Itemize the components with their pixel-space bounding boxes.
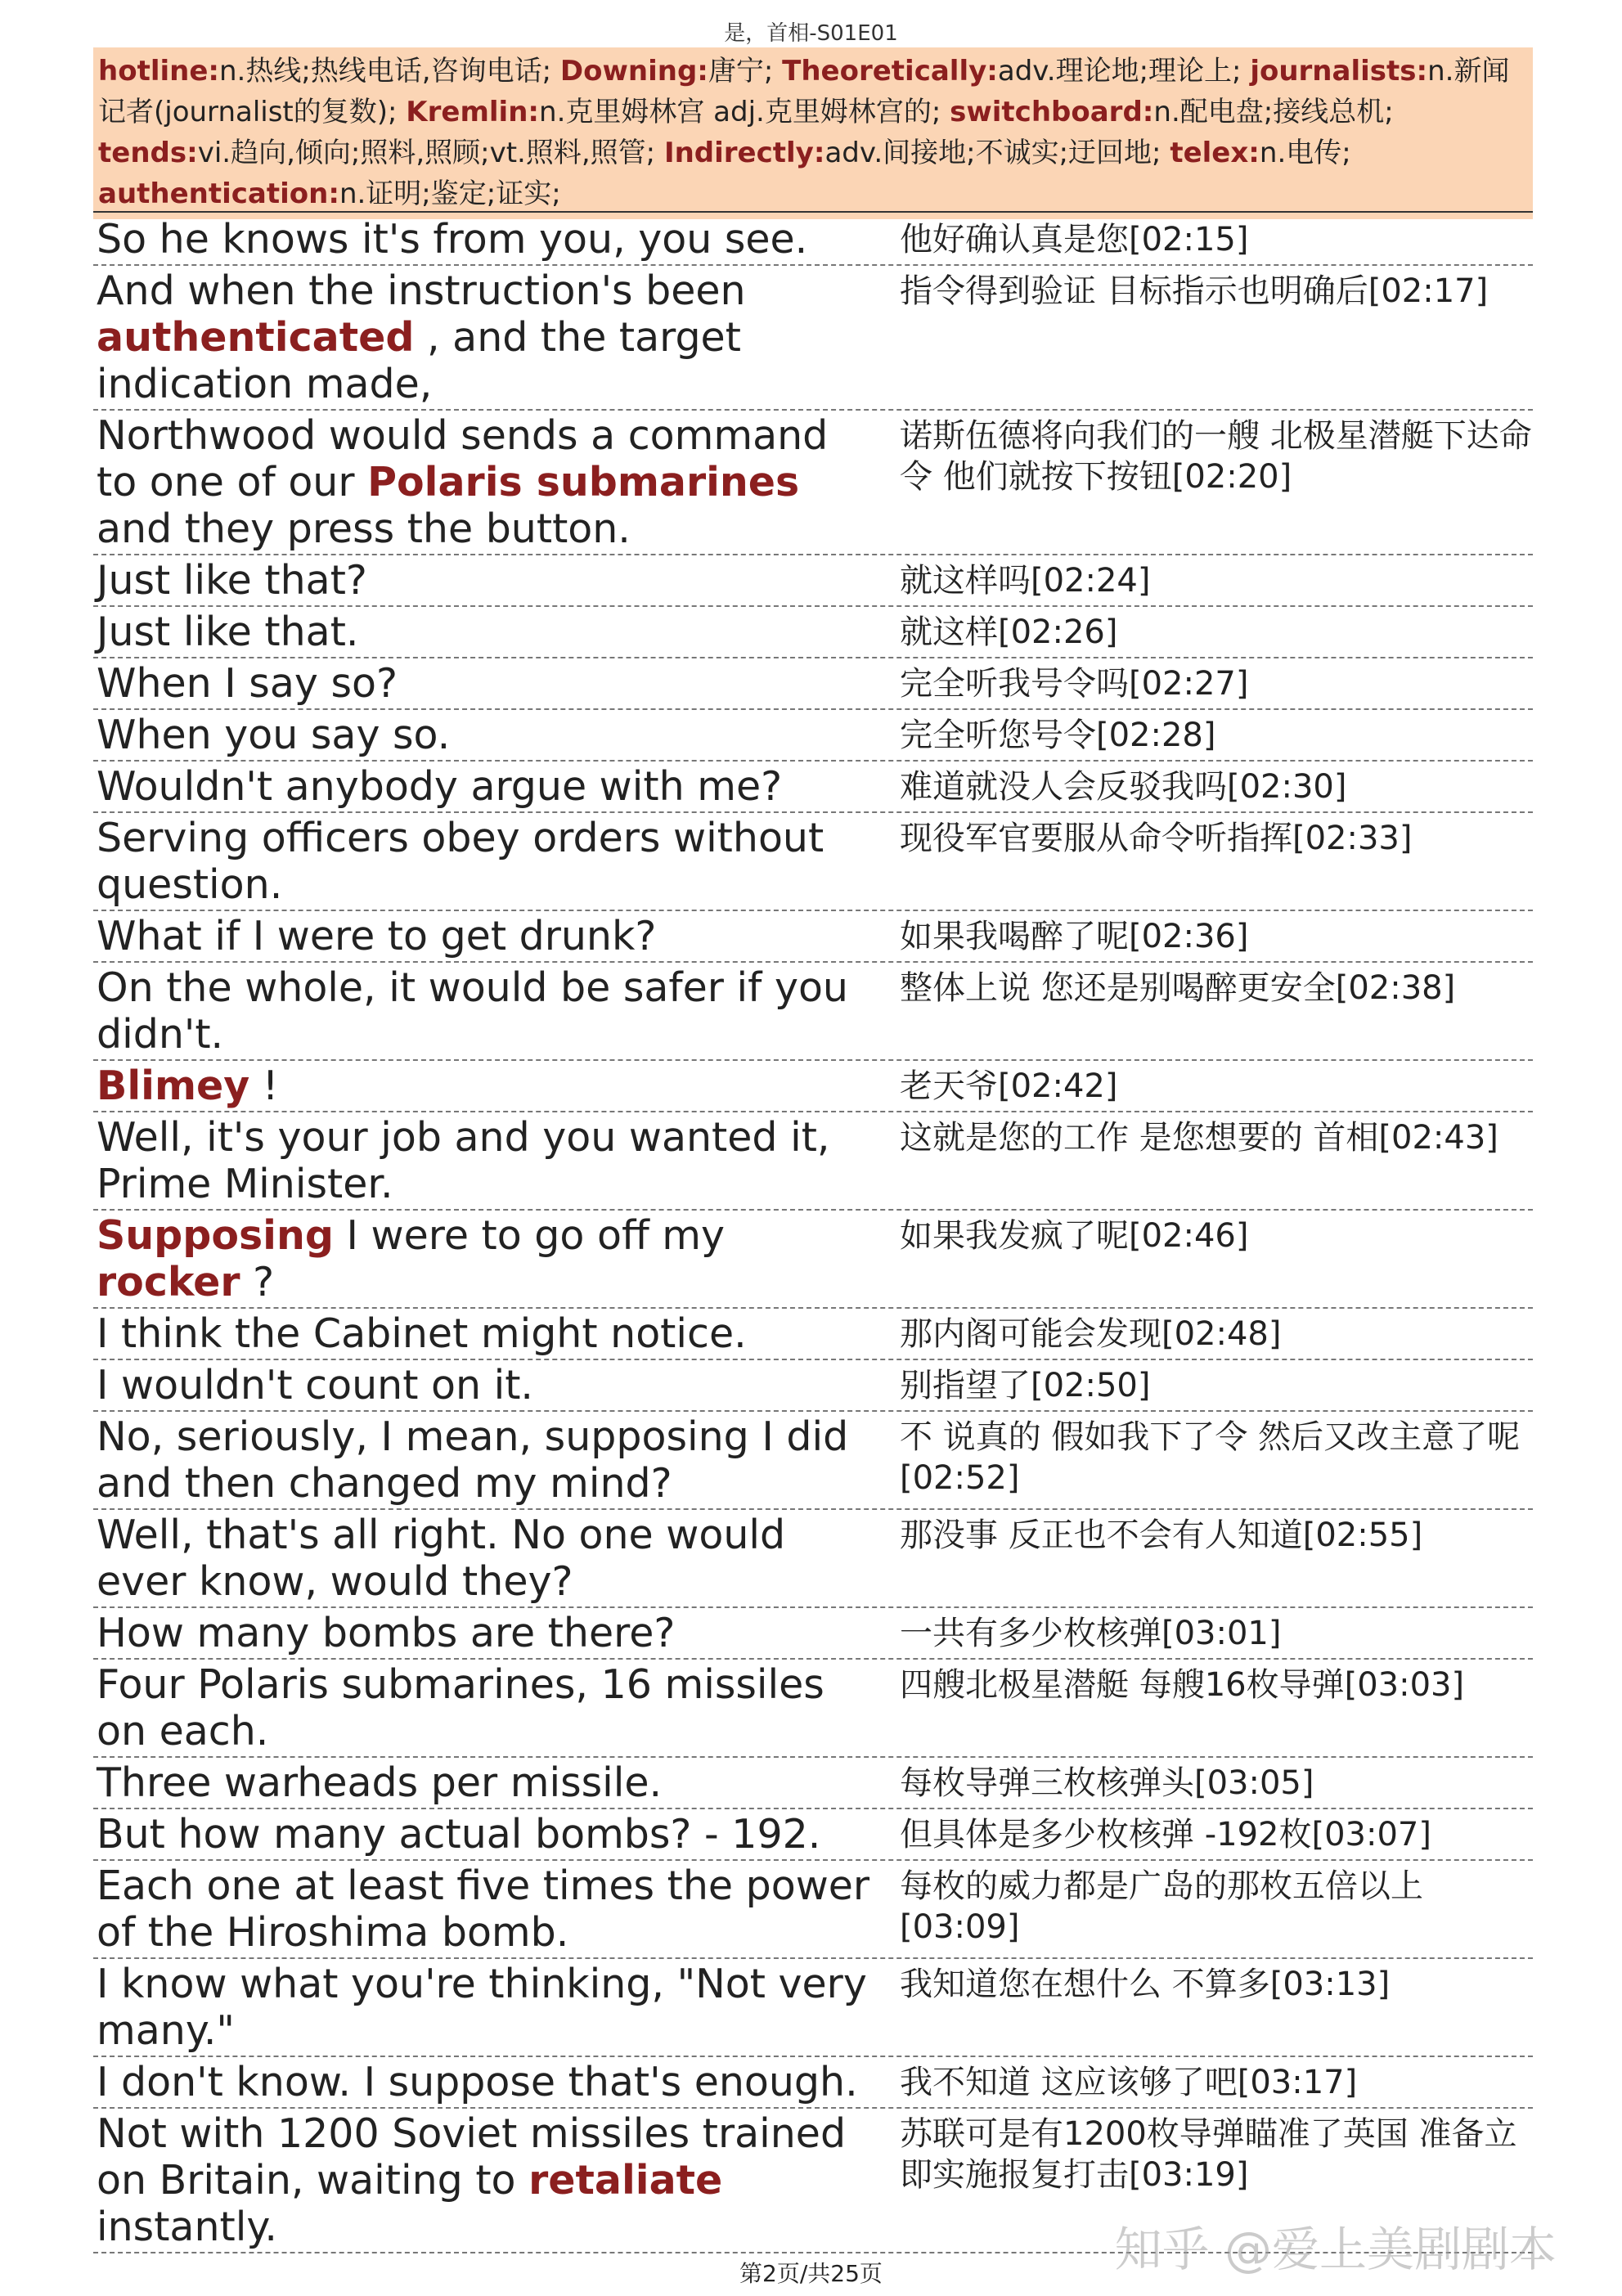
chinese-line: 别指望了[02:50] (900, 1367, 1151, 1404)
chinese-line: 现役军官要服从命令听指挥[02:33] (900, 820, 1413, 857)
vocab-word: Kremlin: (406, 96, 540, 128)
subtitle-row (93, 1861, 1533, 1959)
divider (93, 211, 1533, 213)
vocab-word: authentication: (98, 177, 339, 210)
english-text: Well, it's your job and you wanted it, Prime Minister. (97, 1114, 830, 1207)
english-text: I were to go off my (333, 1212, 726, 1259)
highlighted-word: Blimey (97, 1063, 250, 1109)
chinese-line: 完全听我号令吗[02:27] (900, 665, 1249, 703)
english-line (93, 555, 878, 605)
english-text: ! (249, 1063, 279, 1109)
english-line (93, 1660, 878, 1756)
subtitle-row (93, 710, 1533, 762)
vocab-definition: adv.理论地;理论上; (997, 55, 1251, 88)
subtitle-row (93, 1211, 1533, 1309)
highlighted-word: retaliate (528, 2157, 723, 2204)
subtitle-row (93, 555, 1533, 607)
subtitle-row (93, 1660, 1533, 1758)
chinese-line: 完全听您号令[02:28] (900, 717, 1216, 754)
subtitle-row (93, 1360, 1533, 1412)
chinese-line: 难道就没人会反驳我吗[02:30] (900, 768, 1347, 806)
vocab-word: tends: (98, 137, 198, 169)
subtitle-row (93, 2057, 1533, 2109)
english-text: But how many actual bombs? - 192. (97, 1811, 821, 1858)
subtitle-row (93, 1412, 1533, 1510)
english-text: I wouldn't count on it. (97, 1362, 533, 1409)
english-line (93, 1211, 878, 1307)
highlighted-word: Supposing (97, 1212, 334, 1259)
english-text: What if I were to get drunk? (97, 913, 657, 959)
chinese-line: 就这样[02:26] (900, 613, 1118, 651)
chinese-line: 但具体是多少枚核弹 -192枚[03:07] (900, 1816, 1431, 1853)
subtitle-row (93, 1809, 1533, 1861)
english-text: So he knows it's from you, you see. (97, 216, 808, 263)
chinese-line: 如果我喝醉了呢[02:36] (900, 918, 1249, 955)
english-line (93, 710, 878, 760)
english-line (93, 1309, 878, 1359)
chinese-line: 那没事 反正也不会有人知道[02:55] (900, 1516, 1423, 1554)
english-text: How many bombs are there? (97, 1610, 676, 1656)
chinese-line: 整体上说 您还是别喝醉更安全[02:38] (900, 969, 1456, 1007)
chinese-line: 我不知道 这应该够了吧[03:17] (900, 2064, 1358, 2101)
vocab-definition: 唐宁; (708, 55, 783, 88)
english-line (93, 911, 878, 961)
vocab-word: Indirectly: (663, 137, 825, 169)
highlighted-word: Polaris submarines (367, 459, 800, 505)
subtitle-row (93, 762, 1533, 813)
page-footer: 第2页/共25页 (739, 2260, 883, 2287)
english-line (93, 1608, 878, 1658)
highlighted-word: rocker (97, 1259, 240, 1305)
chinese-line: 苏联可是有1200枚导弹瞄准了英国 准备立即实施报复打击[03:19] (900, 2115, 1517, 2194)
english-line (93, 411, 878, 554)
english-line (93, 1959, 878, 2056)
watermark: 知乎 @爱上美剧剧本 (1114, 2222, 1557, 2277)
english-text: ? (240, 1259, 275, 1305)
english-line (93, 1861, 878, 1957)
vocab-definition: n.克里姆林宫 adj.克里姆林宫的; (539, 96, 950, 128)
english-text: I don't know. I suppose that's enough. (97, 2059, 858, 2105)
english-text: On the whole, it would be safer if you didn't. (97, 964, 848, 1058)
english-text: and they press the button. (97, 505, 631, 552)
english-line (93, 266, 878, 409)
vocab-definition: n.电传; (1259, 137, 1351, 169)
chinese-line: 四艘北极星潜艇 每艘16枚导弹[03:03] (900, 1666, 1465, 1704)
english-text: Wouldn't anybody argue with me? (97, 763, 783, 810)
english-line (93, 1412, 878, 1508)
english-text: No, seriously, I mean, supposing I did and then changed my mind? (97, 1413, 849, 1507)
english-text: When I say so? (97, 660, 398, 707)
subtitle-row (93, 266, 1533, 411)
vocab-word: hotline: (98, 55, 219, 88)
chinese-line: 他好确认真是您[02:15] (900, 221, 1249, 258)
english-text: Just like that? (97, 557, 367, 604)
chinese-line: 每枚导弹三枚核弹头[03:05] (900, 1764, 1314, 1802)
vocab-word: Theoretically: (782, 55, 998, 88)
english-line (93, 2057, 878, 2107)
vocab-definition: n.配电盘;接线总机; (1153, 96, 1394, 128)
english-text: Just like that. (97, 609, 359, 655)
english-text: I think the Cabinet might notice. (97, 1310, 747, 1357)
subtitle-row (93, 411, 1533, 555)
vocab-definition: n.证明;鉴定;证实; (339, 177, 561, 210)
english-line (93, 214, 878, 264)
subtitle-row (93, 1061, 1533, 1112)
english-line (93, 1061, 878, 1111)
subtitle-row (93, 963, 1533, 1061)
chinese-line: 这就是您的工作 是您想要的 首相[02:43] (900, 1119, 1498, 1157)
vocab-definition: n.热线;热线电话,咨询电话; (219, 55, 560, 88)
vocab-word: telex: (1170, 137, 1260, 169)
english-text: Serving officers obey orders without question. (97, 815, 824, 908)
chinese-line: 那内阁可能会发现[02:48] (900, 1315, 1282, 1353)
subtitle-row (93, 1758, 1533, 1809)
chinese-line: 我知道您在想什么 不算多[03:13] (900, 1966, 1391, 2003)
subtitle-row (93, 1309, 1533, 1360)
subtitle-row (93, 911, 1533, 963)
english-text: And when the instruction's been (97, 267, 746, 314)
english-text: Northwood would sends a command to one of our (97, 412, 829, 505)
subtitle-row (93, 607, 1533, 658)
chinese-line: 不 说真的 假如我下了令 然后又改主意了呢[02:52] (900, 1418, 1521, 1497)
vocab-definition: vi.趋向,倾向;照料,照顾;vt.照料,照管; (197, 137, 664, 169)
chinese-line: 诺斯伍德将向我们的一艘 北极星潜艇下达命令 他们就按下按钮[02:20] (900, 417, 1532, 496)
subtitle-row (93, 813, 1533, 911)
vocab-definition: n.新闻记者(journalist的复数); (98, 55, 1510, 128)
english-line (93, 1758, 878, 1808)
subtitle-table (93, 214, 1533, 2253)
english-text: , and the target indication made, (97, 314, 741, 407)
subtitle-row (93, 1510, 1533, 1608)
subtitle-row (93, 1608, 1533, 1660)
chinese-line: 如果我发疯了呢[02:46] (900, 1217, 1249, 1255)
subtitle-row (93, 214, 1533, 266)
english-line (93, 1809, 878, 1859)
english-line (93, 762, 878, 811)
english-line (93, 1112, 878, 1209)
chinese-line: 一共有多少枚核弹[03:01] (900, 1615, 1282, 1652)
english-text: Not with 1200 Soviet missiles trained on Britain, waiting to (97, 2110, 847, 2204)
chinese-line: 就这样吗[02:24] (900, 562, 1151, 600)
english-line (93, 2109, 878, 2252)
english-text: When you say so. (97, 712, 451, 758)
english-line (93, 1510, 878, 1606)
chinese-line: 每枚的威力都是广岛的那枚五倍以上[03:09] (900, 1867, 1423, 1946)
chinese-line: 指令得到验证 目标指示也明确后[02:17] (900, 272, 1489, 310)
vocab-word: Downing: (559, 55, 708, 88)
english-line (93, 1360, 878, 1410)
english-line (93, 607, 878, 657)
vocab-word: switchboard: (950, 96, 1154, 128)
english-text: I know what you're thinking, "Not very many." (97, 1961, 867, 2054)
vocab-definition: adv.间接地;不诚实;迂回地; (824, 137, 1170, 169)
english-text: instantly. (97, 2204, 277, 2250)
english-line (93, 658, 878, 708)
english-line (93, 963, 878, 1059)
subtitle-row (93, 658, 1533, 710)
english-text: Three warheads per missile. (97, 1759, 663, 1806)
page-header: 是，首相-S01E01 (724, 21, 898, 46)
vocab-word: journalists: (1250, 55, 1428, 88)
highlighted-word: authenticated (97, 314, 415, 361)
english-text: Each one at least five times the power of the Hiroshima bomb. (97, 1862, 870, 1956)
english-line (93, 813, 878, 910)
subtitle-row (93, 1112, 1533, 1211)
chinese-line: 老天爷[02:42] (900, 1067, 1118, 1105)
english-text: Well, that's all right. No one would ever know, would they? (97, 1512, 786, 1605)
english-text: Four Polaris submarines, 16 missiles on each. (97, 1661, 824, 1755)
vocabulary-box (93, 47, 1533, 219)
subtitle-row (93, 1959, 1533, 2057)
